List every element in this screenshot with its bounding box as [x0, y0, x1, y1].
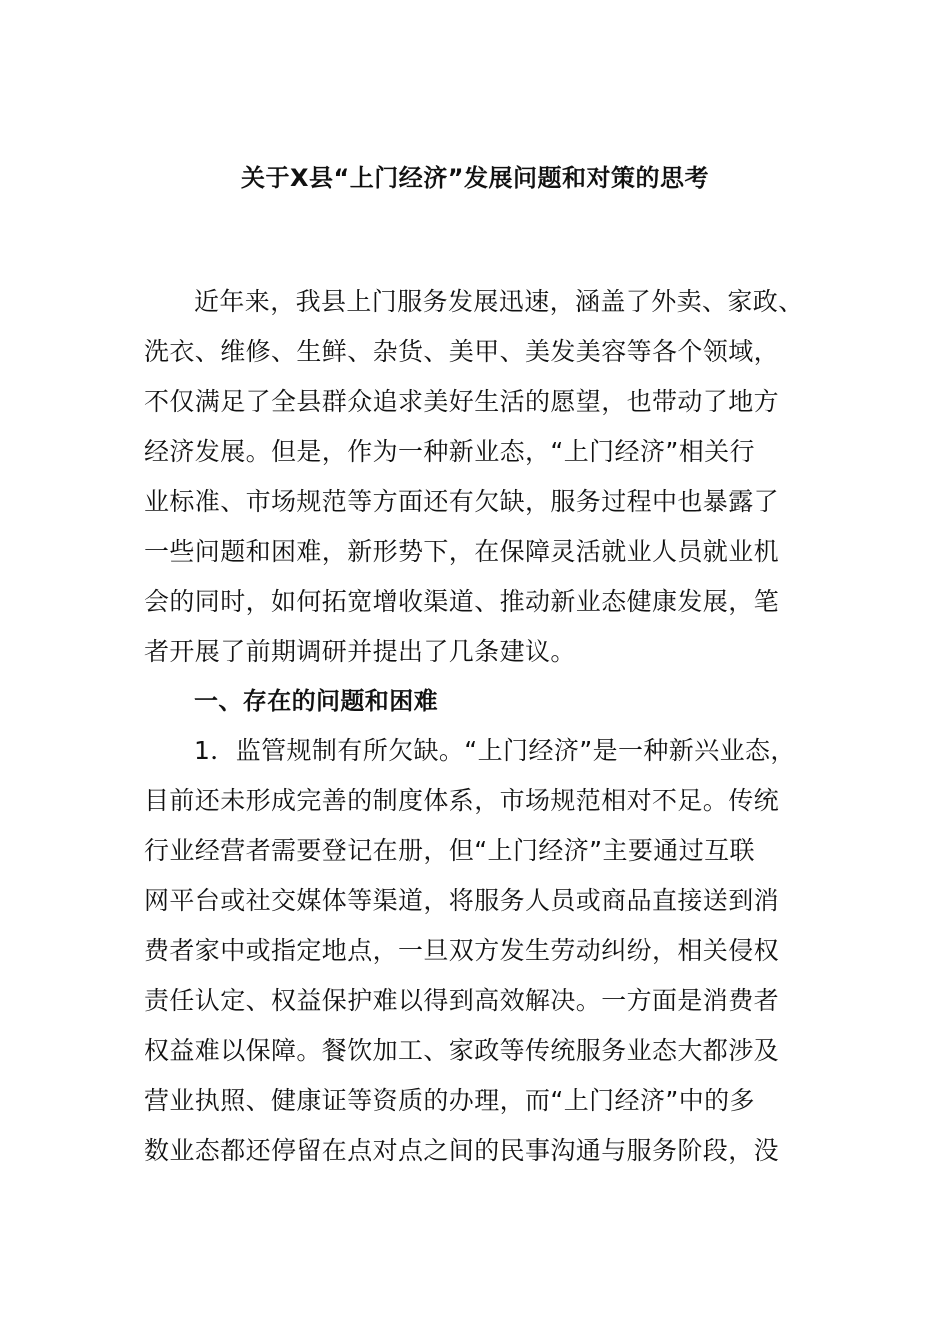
paragraph-line: 业标准、市场规范等方面还有欠缺，服务过程中也暴露了 [144, 487, 780, 516]
paragraph-line: 1．监管规制有所欠缺。“上门经济”是一种新兴业态， [194, 736, 796, 765]
paragraph-line: 数业态都还停留在点对点之间的民事沟通与服务阶段，没 [144, 1136, 780, 1165]
paragraph-line: 会的同时，如何拓宽增收渠道、推动新业态健康发展，笔 [144, 587, 780, 616]
paragraph-line: 者开展了前期调研并提出了几条建议。 [144, 637, 576, 666]
paragraph-line: 权益难以保障。餐饮加工、家政等传统服务业态大都涉及 [144, 1036, 780, 1065]
paragraph-line: 责任认定、权益保护难以得到高效解决。一方面是消费者 [144, 986, 780, 1015]
paragraph-line: 目前还未形成完善的制度体系，市场规范相对不足。传统 [144, 786, 780, 815]
paragraph-line: 费者家中或指定地点，一旦双方发生劳动纠纷，相关侵权 [144, 936, 780, 965]
document-title: 关于X县“上门经济”发展问题和对策的思考 [240, 164, 710, 192]
paragraph-line: 洗衣、维修、生鲜、杂货、美甲、美发美容等各个领域， [144, 337, 780, 366]
paragraph-line: 网平台或社交媒体等渠道，将服务人员或商品直接送到消 [144, 886, 780, 915]
paragraph-line: 经济发展。但是，作为一种新业态，“上门经济”相关行 [144, 437, 755, 466]
paragraph-line: 行业经营者需要登记在册，但“上门经济”主要通过互联 [144, 836, 755, 865]
paragraph-line: 不仅满足了全县群众追求美好生活的愿望，也带动了地方 [144, 387, 780, 416]
section-heading: 一、存在的问题和困难 [194, 687, 438, 715]
paragraph-line: 近年来，我县上门服务发展迅速，涵盖了外卖、家政、 [194, 287, 804, 316]
paragraph-line: 一些问题和困难，新形势下，在保障灵活就业人员就业机 [144, 537, 780, 566]
paragraph-line: 营业执照、健康证等资质的办理，而“上门经济”中的多 [144, 1086, 755, 1115]
